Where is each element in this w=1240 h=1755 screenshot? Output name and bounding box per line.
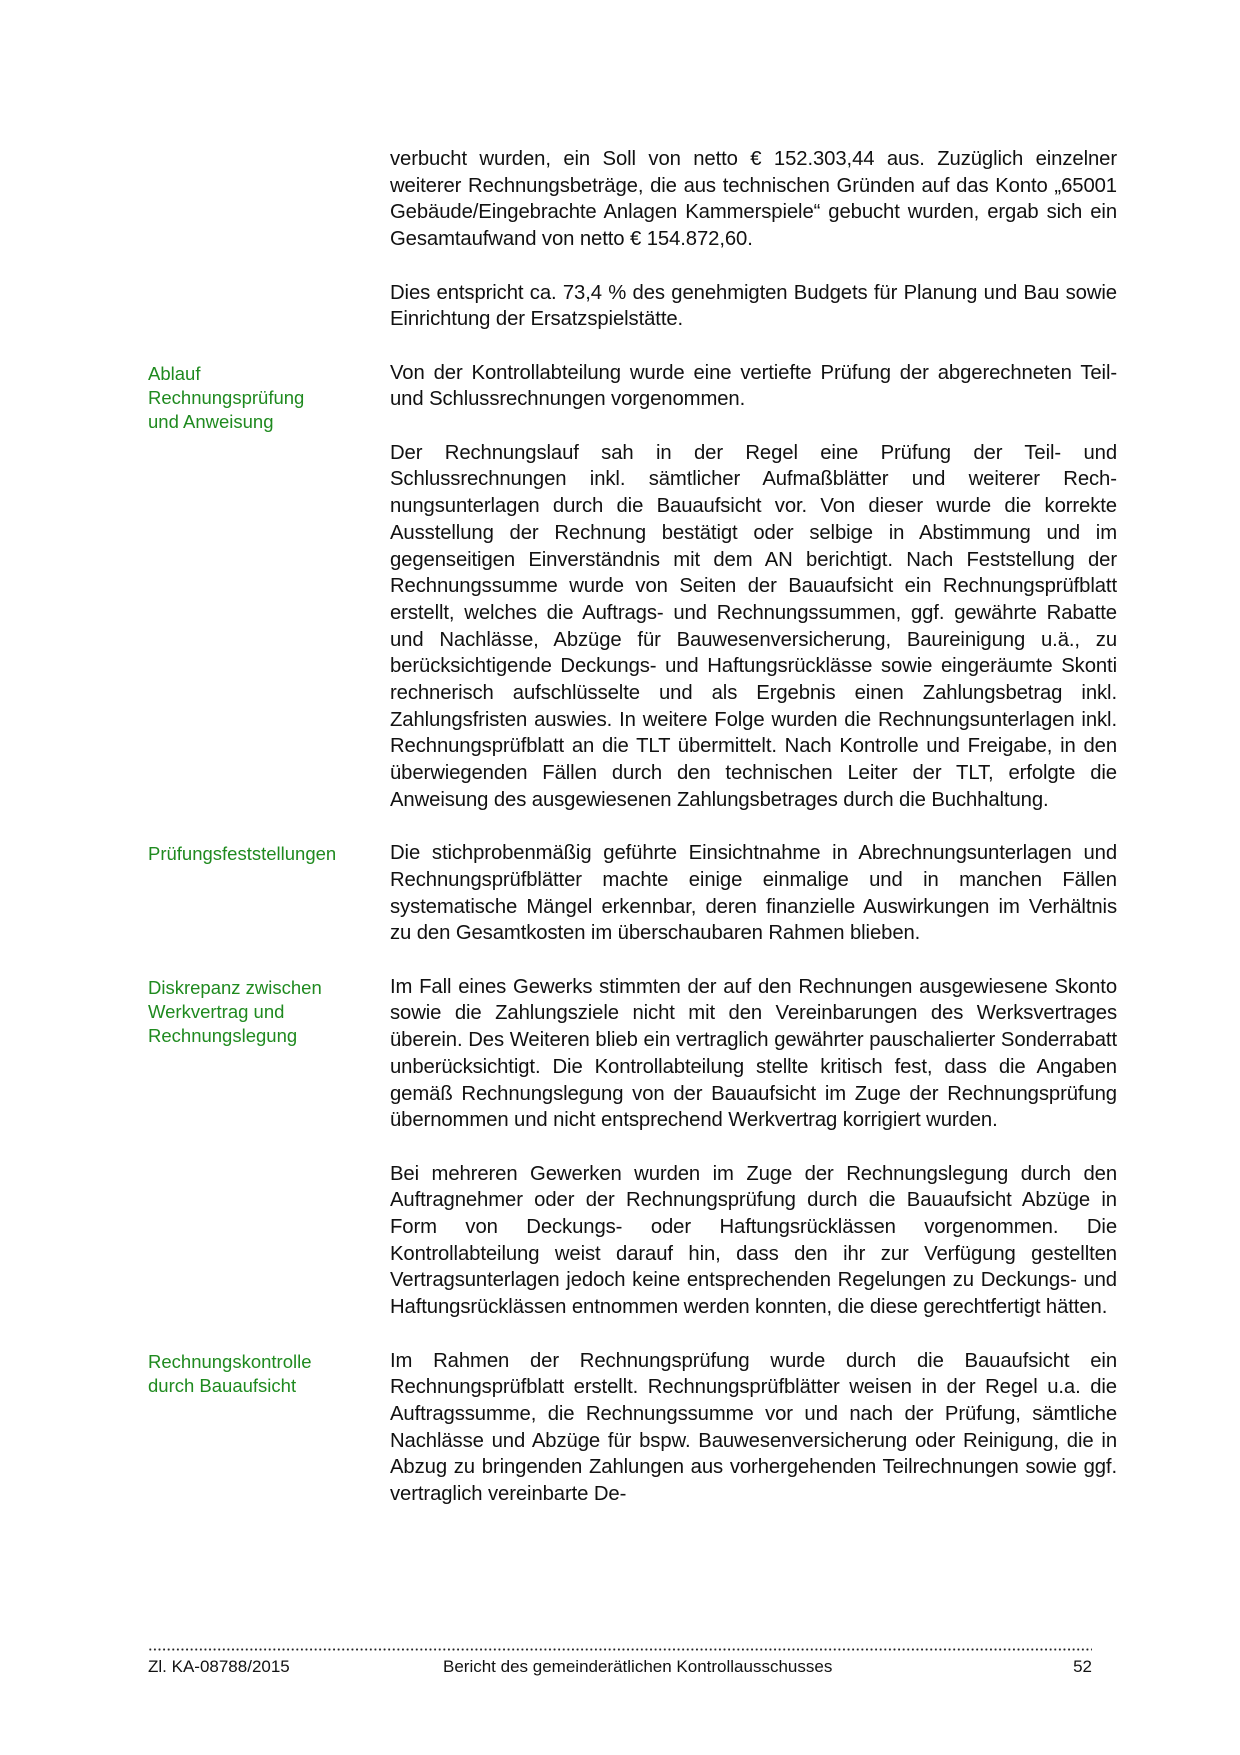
footer-title: Bericht des gemeinderätlichen Kontrollausschusses (443, 1657, 833, 1676)
section-body (390, 840, 1117, 974)
paragraph-rechnungspruefblatt: Im Rahmen der Rechnungsprüfung wurde durch die Bauaufsicht ein Rechnungsprüfblatt erstellt. Rechnungsprüfblätter weisen in der Regel u.a. die Auftragssumme, die Rechnungssumme vor und nach der Prüfung, sämtliche Nachlässe und Abzüge für bspw. Bauwesenversicherung oder Reinigung, die in Abzug zu bringenden Zahlungen aus vorhergehenden Teilrechnungen sowie ggf. vertraglich vereinbarte De- (390, 1349, 1117, 1506)
paragraph-rechnungslauf: Der Rechnungslauf sah in der Regel eine Prüfung der Teil- und Schlussrechnungen inkl. sämtlicher Aufmaßblätter und weiterer Rechnungsunterlagen durch die Bauaufsicht vor. Von dieser wurde die korrekte Ausstellung der Rechnung bestätigt oder selbige in Abstimmung und im gegenseitigen Einverständnis mit dem AN berichtigt. Nach Feststellung der Rechnungssumme wurde von Seiten der Bauaufsicht ein Rechnungsprüfblatt erstellt, welches die Auftrags- und Rechnungssummen, ggf. gewährte Rabatte und Nachlässe, Abzüge für Bauwesenversicherung, Baureinigung u.ä., zu berücksichtigende Deckungs- und Haftungsrücklässe sowie eingeräumte Skonti rechnerisch aufschlüsselte und als Ergebnis einen Zahlungsbetrag inkl. Zahlungsfristen auswies. In weitere Folge wurden die Rechnungsunterlagen inkl. Rechnungsprüfblatt an die TLT übermittelt. Nach Kontrolle und Freigabe, in den überwiegenden Fällen durch den technischen Leiter der TLT, erfolgte die Anweisung des ausgewiesenen Zahlungsbetrages durch die Buchhaltung. (390, 441, 1117, 811)
margin-note-line: Rechnungskontrolle (148, 1350, 312, 1372)
margin-note-diskrepanz (148, 974, 390, 1048)
section-ablauf-rechnungspruefung (148, 360, 1118, 841)
section-body (390, 360, 1117, 841)
margin-note-line: Werkvertrag und (148, 1000, 285, 1022)
margin-note-line: und Anweisung (148, 410, 274, 432)
paragraph-ruecklaesse: Bei mehreren Gewerken wurden im Zuge der Rechnungslegung durch den Auftragnehmer oder der Rechnungsprüfung durch die Bauaufsicht Abzüge in Form von Deckungs- oder Haftungsrücklässen vorgenommen. Die Kontrollabteilung weist darauf hin, dass den ihr zur Verfügung gestellten Vertragsunterlagen jedoch keine entsprechenden Regelungen zu Deckungs- und Haftungsrücklässen entnommen werden konnten, die diese gerechtfertigt hätten. (390, 1162, 1117, 1319)
paragraph-stichprobe: Die stichprobenmäßig geführte Einsichtnahme in Abrechnungsunterlagen und Rechnungsprüfblätter machte einige einmalige und in manchen Fällen systematische Mängel erkennbar, deren finanzielle Auswirkungen im Verhältnis zu den Gesamtkosten im überschaubaren Rahmen blieben. (390, 842, 1117, 945)
margin-note-line: Ablauf (148, 362, 201, 384)
section-rechnungskontrolle (148, 1348, 1118, 1535)
margin-note-line: durch Bauaufsicht (148, 1374, 297, 1396)
paragraph-vertiefte-pruefung: Von der Kontrollabteilung wurde eine vertiefte Prüfung der abgerechneten Teil- und Schlussrechnungen vorgenommen. (390, 361, 1117, 411)
paragraph-budget-share: Dies entspricht ca. 73,4 % des genehmigten Budgets für Planung und Bau sowie Einrichtung der Ersatzspielstätte. (390, 281, 1117, 331)
footer-reference: Zl. KA-08788/2015 (148, 1657, 290, 1676)
section-diskrepanz (148, 974, 1118, 1348)
margin-note (148, 146, 390, 148)
section-body (390, 974, 1117, 1348)
footer-dotted-divider (148, 1648, 1092, 1651)
page-number: 52 (1073, 1657, 1092, 1676)
margin-note-line: Diskrepanz zwischen (148, 976, 322, 998)
section-intro (148, 146, 1118, 360)
margin-note-pruefungsfeststellungen (148, 840, 390, 866)
margin-note-line: Rechnungsprüfung (148, 386, 305, 408)
margin-note-ablauf (148, 360, 390, 434)
paragraph-gewerk-skonto: Im Fall eines Gewerks stimmten der auf den Rechnungen ausgewiesene Skonto sowie die Zahlungsziele nicht mit den Vereinbarungen des Werksvertrages überein. Des Weiteren blieb ein vertraglich gewährter pauschalierter Sonderrabatt unberücksichtigt. Die Kontrollabteilung stellte kritisch fest, dass die Angaben gemäß Rechnungslegung von der Bauaufsicht im Zuge der Rechnungsprüfung übernommen und nicht entsprechend Werkvertrag korrigiert wurden. (390, 975, 1117, 1132)
margin-note-rechnungskontrolle (148, 1348, 390, 1398)
section-pruefungsfeststellungen (148, 840, 1118, 974)
margin-note-line: Prüfungsfeststellungen (148, 843, 337, 865)
section-body (390, 1348, 1117, 1535)
paragraph-netto-soll: verbucht wurden, ein Soll von netto € 152.303,44 aus. Zuzüglich einzelner weiterer Rechnungsbeträge, die aus technischen Gründen auf das Konto „65001 Gebäude/Eingebrachte Anlagen Kammerspiele“ gebucht wurden, ergab sich ein Gesamtaufwand von netto € 154.872,60. (390, 148, 1117, 251)
section-body (390, 146, 1117, 360)
page-content (148, 146, 1118, 1534)
page-footer (148, 1656, 1092, 1680)
margin-note-line: Rechnungslegung (148, 1024, 298, 1046)
